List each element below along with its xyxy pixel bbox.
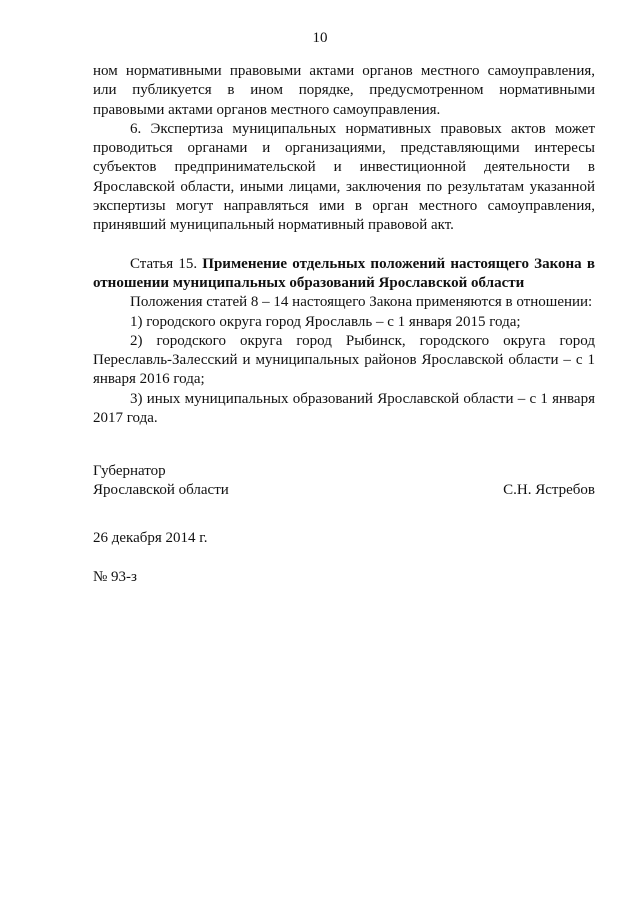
paragraph-6: 6. Экспертиза муниципальных нормативных правовых актов может проводиться органами и организациями, представляющими интересы субъектов предпринимательской и инвестиционной деятельности в Ярославской области, иными лицами, заключения по результатам указанной экспертизы могут направляться ими в орган местного самоуправления, принявший муниципальный нормативный правовой акт.: [93, 120, 595, 234]
paragraph-continuation: ном нормативными правовыми актами органов местного самоуправления, или публикуется в ином порядке, предусмотренном нормативными правовыми актами органов местного самоуправления.: [93, 63, 595, 118]
document-date: 26 декабря 2014 г.: [93, 530, 208, 546]
document-number: № 93-з: [93, 569, 137, 585]
signature-region: Ярославской области: [93, 482, 229, 499]
article-title: Применение отдельных положений настоящего Закона в отношении муниципальных образований Ярославской области: [93, 255, 595, 291]
spacer: [93, 236, 595, 255]
signature-row: [93, 481, 595, 500]
signature-block: [93, 462, 595, 501]
article-intro: Положения статей 8 – 14 настоящего Закона применяются в отношении:: [130, 294, 593, 311]
article-item-2: 2) городского округа город Рыбинск, городского округа город Переславль-Залесский и муниципальных районов Ярославской области – с 1 января 2016 года;: [93, 332, 595, 388]
article-prefix: Статья 15.: [130, 255, 203, 272]
signature-position: Губернатор: [93, 463, 166, 479]
signatory-name: С.Н. Ястребов: [503, 482, 595, 499]
article-heading: [93, 255, 595, 294]
page-number: 10: [312, 30, 328, 46]
article-item-3: 3) иных муниципальных образований Ярославской области – с 1 января 2017 года.: [93, 390, 595, 427]
document-body: [93, 62, 595, 428]
article-item-1: 1) городского округа город Ярославль – с 1 января 2015 года;: [130, 313, 521, 330]
